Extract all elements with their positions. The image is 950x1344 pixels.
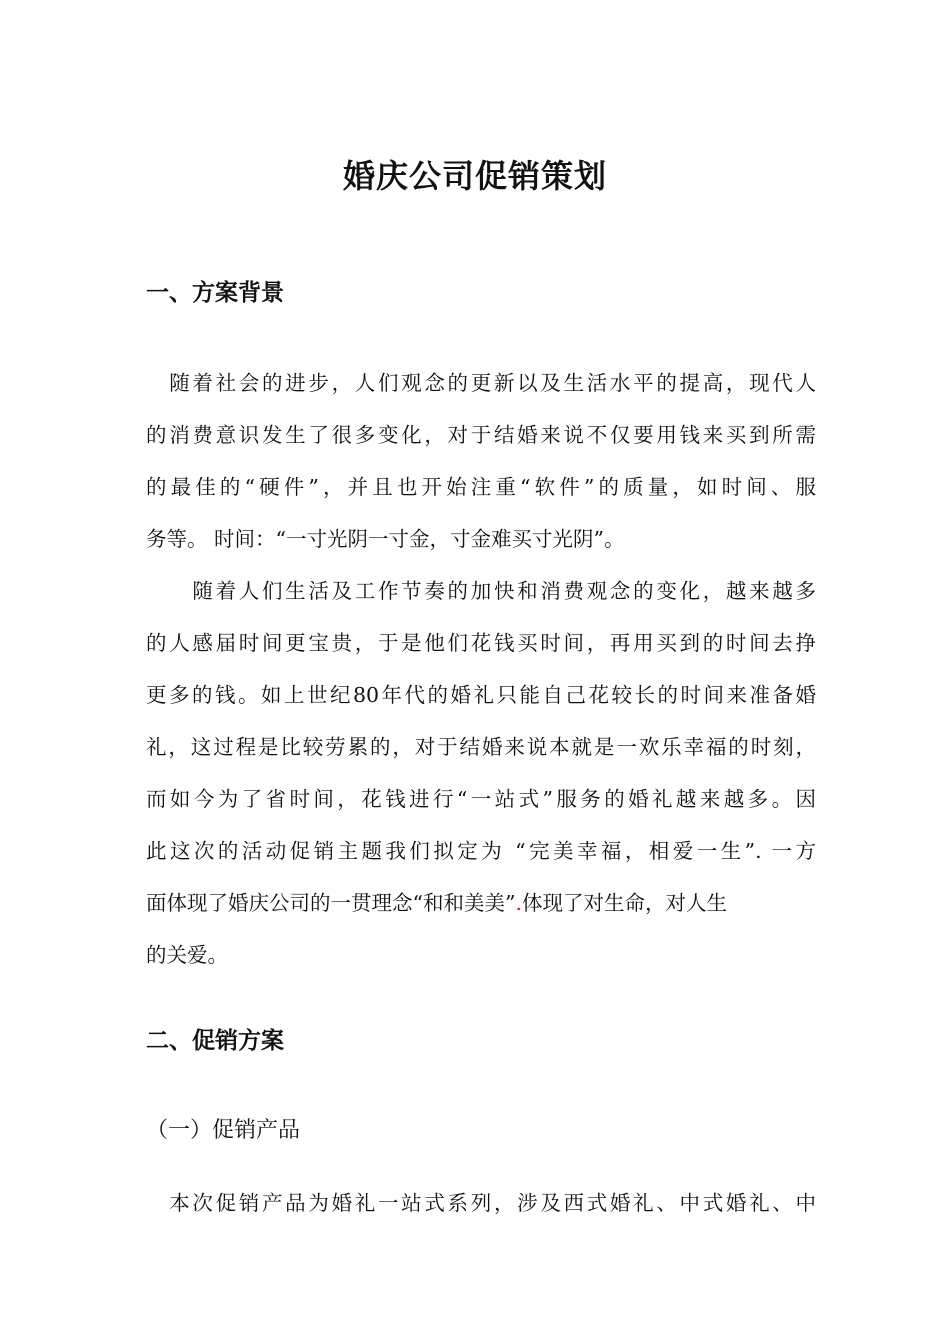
paragraph-line: 而如今为了省时间，花钱进行“一站式”服务的婚礼越来越多。因	[146, 787, 816, 811]
paragraph-line: 的最佳的“硬件”，并且也开始注重“软件”的质量，如时间、服	[146, 475, 816, 499]
paragraph-line	[146, 886, 816, 920]
paragraph-line: 的人感届时间更宝贵，于是他们花钱买时间，再用买到的时间去挣	[146, 631, 816, 655]
subsection-heading-products: （一）促销产品	[146, 1118, 301, 1143]
paragraph-line: 随着社会的进步，人们观念的更新以及生活水平的提高，现代人	[146, 371, 816, 395]
paragraph-line: 务等。 时间：“一寸光阴一寸金，寸金难买寸光阴”。	[146, 527, 625, 551]
paragraph-line: 的关爱。	[146, 943, 228, 967]
red-period: .	[515, 891, 522, 915]
section-heading-promotion: 二、促销方案	[146, 1028, 284, 1054]
paragraph-line: 随着人们生活及工作节奏的加快和消费观念的变化，越来越多	[146, 579, 816, 603]
document-title: 婚庆公司促销策划	[342, 157, 607, 195]
paragraph-line: 更多的钱。如上世纪80年代的婚礼只能自己花较长的时间来准备婚	[146, 683, 816, 707]
section-heading-background: 一、方案背景	[146, 280, 284, 306]
paragraph-text: 体现了对生命，对人生	[522, 891, 727, 915]
paragraph-text: 面体现了婚庆公司的一贯理念“和和美美”	[146, 891, 516, 915]
paragraph-line: 此这次的活动促销主题我们拟定为 “完美幸福，相爱一生”. 一方	[146, 839, 816, 863]
paragraph-line: 本次促销产品为婚礼一站式系列，涉及西式婚礼、中式婚礼、中	[146, 1191, 816, 1215]
paragraph-line: 礼，这过程是比较劳累的，对于结婚来说本就是一欢乐幸福的时刻，	[146, 735, 816, 759]
paragraph-line: 的消费意识发生了很多变化，对于结婚来说不仅要用钱来买到所需	[146, 423, 816, 447]
